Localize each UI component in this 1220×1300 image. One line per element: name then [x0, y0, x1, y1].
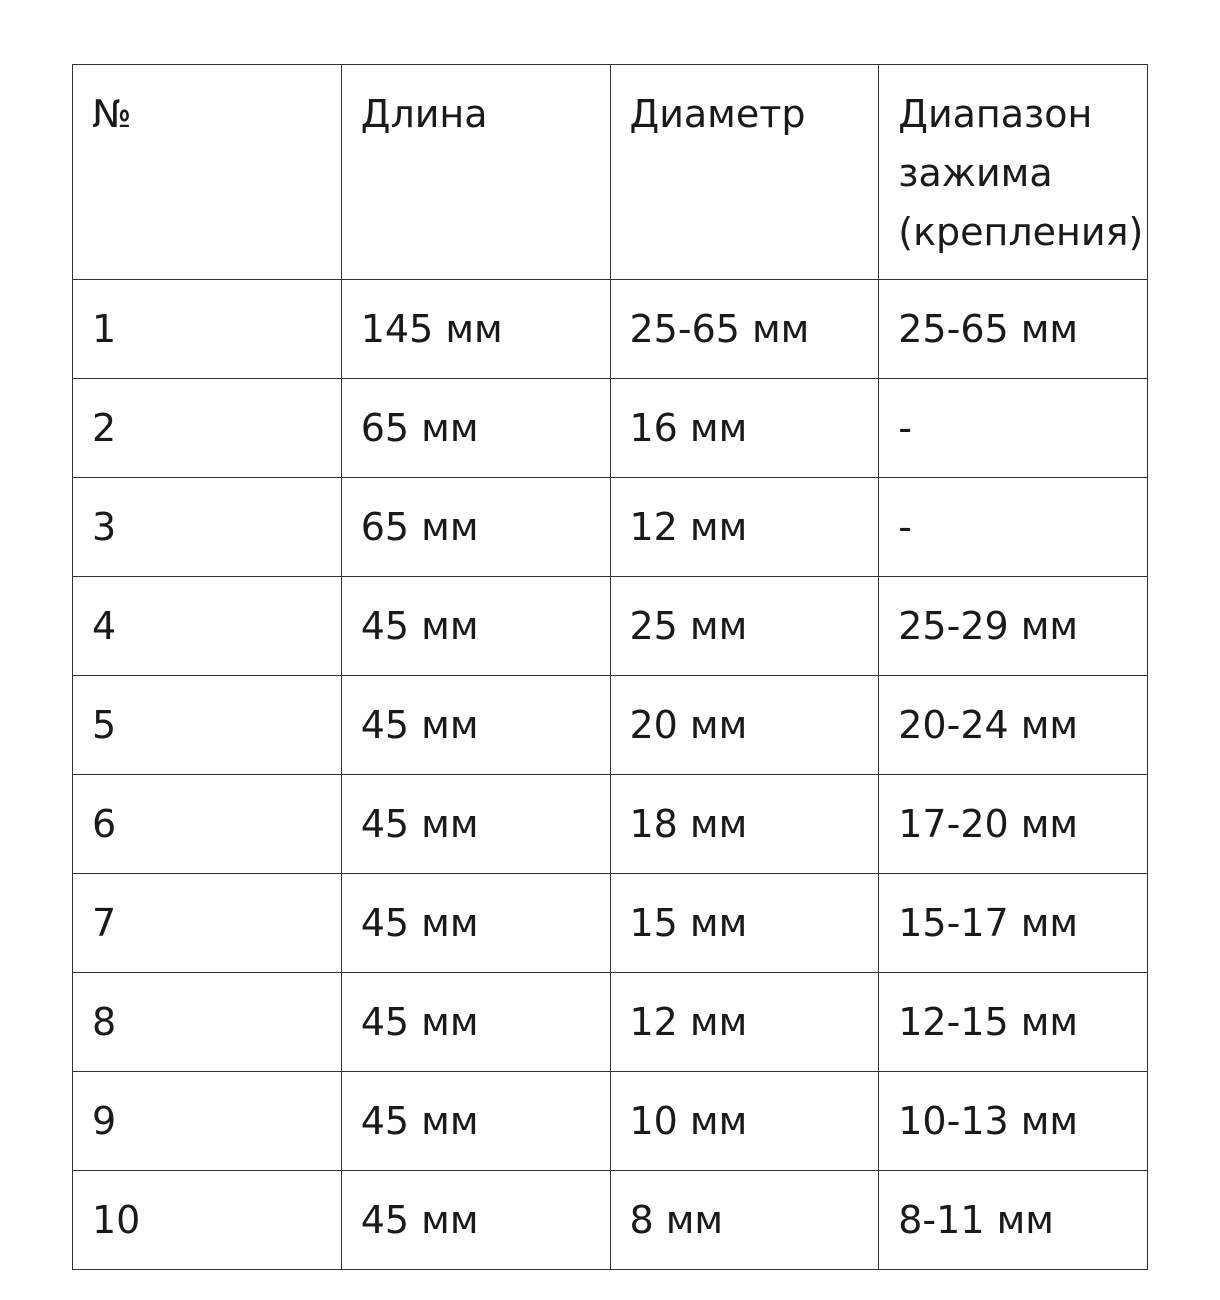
table-row: [73, 874, 1148, 973]
cell-length: 45 мм: [341, 1072, 610, 1171]
cell-diameter: 12 мм: [610, 478, 879, 577]
cell-number: 8: [73, 973, 342, 1072]
table-header-row: [73, 65, 1148, 280]
table-row: [73, 577, 1148, 676]
cell-clamp-range: 25-65 мм: [879, 280, 1148, 379]
cell-clamp-range: 12-15 мм: [879, 973, 1148, 1072]
cell-diameter: 8 мм: [610, 1171, 879, 1270]
cell-number: 5: [73, 676, 342, 775]
header-diameter: Диаметр: [610, 65, 879, 280]
cell-diameter: 16 мм: [610, 379, 879, 478]
cell-length: 65 мм: [341, 379, 610, 478]
cell-number: 3: [73, 478, 342, 577]
table-row: [73, 379, 1148, 478]
cell-number: 2: [73, 379, 342, 478]
cell-clamp-range: 8-11 мм: [879, 1171, 1148, 1270]
cell-number: 4: [73, 577, 342, 676]
table-row: [73, 973, 1148, 1072]
cell-diameter: 10 мм: [610, 1072, 879, 1171]
cell-length: 145 мм: [341, 280, 610, 379]
cell-diameter: 25 мм: [610, 577, 879, 676]
cell-length: 45 мм: [341, 577, 610, 676]
cell-length: 45 мм: [341, 676, 610, 775]
cell-clamp-range: -: [879, 379, 1148, 478]
spec-table: [72, 64, 1148, 1270]
table-row: [73, 775, 1148, 874]
cell-number: 6: [73, 775, 342, 874]
header-clamp-range: Диапазон зажима (крепления): [879, 65, 1148, 280]
cell-diameter: 15 мм: [610, 874, 879, 973]
table-row: [73, 478, 1148, 577]
cell-number: 10: [73, 1171, 342, 1270]
header-number: №: [73, 65, 342, 280]
cell-diameter: 12 мм: [610, 973, 879, 1072]
cell-length: 45 мм: [341, 775, 610, 874]
cell-clamp-range: 17-20 мм: [879, 775, 1148, 874]
cell-diameter: 20 мм: [610, 676, 879, 775]
cell-length: 45 мм: [341, 1171, 610, 1270]
cell-clamp-range: 20-24 мм: [879, 676, 1148, 775]
cell-length: 45 мм: [341, 973, 610, 1072]
table-row: [73, 1072, 1148, 1171]
cell-clamp-range: 25-29 мм: [879, 577, 1148, 676]
cell-length: 65 мм: [341, 478, 610, 577]
cell-number: 7: [73, 874, 342, 973]
cell-diameter: 25-65 мм: [610, 280, 879, 379]
cell-number: 1: [73, 280, 342, 379]
cell-clamp-range: -: [879, 478, 1148, 577]
cell-length: 45 мм: [341, 874, 610, 973]
cell-number: 9: [73, 1072, 342, 1171]
table-row: [73, 1171, 1148, 1270]
table-row: [73, 280, 1148, 379]
cell-clamp-range: 10-13 мм: [879, 1072, 1148, 1171]
header-length: Длина: [341, 65, 610, 280]
cell-diameter: 18 мм: [610, 775, 879, 874]
table-row: [73, 676, 1148, 775]
cell-clamp-range: 15-17 мм: [879, 874, 1148, 973]
